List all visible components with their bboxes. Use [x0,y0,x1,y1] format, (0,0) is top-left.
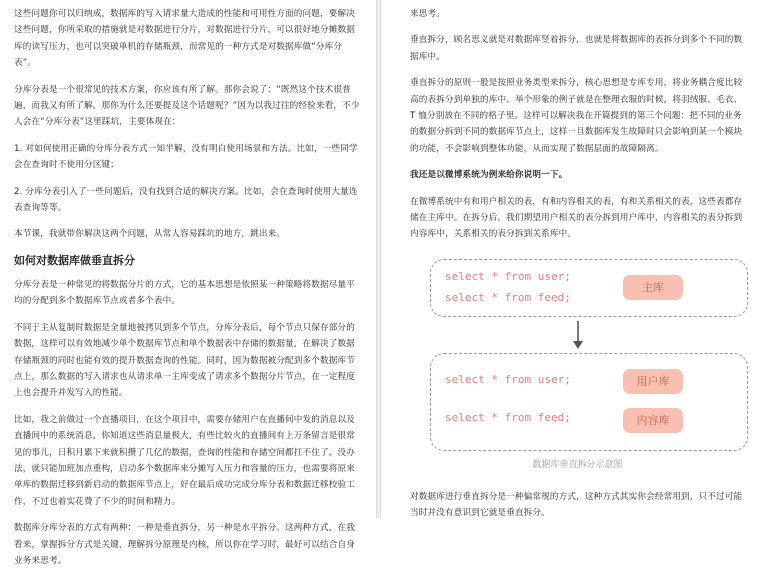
paragraph: 1. 对如何使用正确的分库分表方式一知半解，没有明白使用场景和方法。比如，一些同学会在查询时不使用分区键； [14,143,358,171]
sql-select-user: select * from user; [445,269,571,283]
master-db-node: 主库 [623,275,683,300]
sql-select-user: select * from user; [445,372,571,386]
page-divider [376,0,381,518]
paragraph: 数据库分库分表的方式有两种：一种是垂直拆分，另一种是水平拆分。这两种方式，在我看来，掌握拆分方式是关键，理解拆分原理是内核，所以你在学习时，最好可以结合自身业务来思考。 [14,523,356,566]
down-arrow-icon [571,321,585,351]
paragraph: 比如，我之前做过一个直播项目，在这个项目中，需要存储用户在直播间中发的消息以及直播间中的系统消息，你知道这些消息量极大，有些比较火的直播间有上万条留言是很常见的事儿，日积月累下来就积攒了几亿的数据，查询的性能和存储空间都扛不住了。没办法，就只能加班加点重构，启动多个数据库来分摊写入压力和容量的压力，也需要将原来单库的数据迁移到新启动的数据库节点上，好在最后成功完成分库分表和数据迁移校验工作，不过也着实花费了不少的时间和精力。 [14,414,356,507]
right-page [382,0,759,518]
paragraph: 2. 分库分表引入了一些问题后，没有找到合适的解决方案。比如，会在查询时使用大量连表查询等等。 [14,186,358,214]
bold-paragraph: 我还是以微博系统为例来给你说明一下。 [410,170,568,181]
split-db-group [430,353,748,451]
content-db-node: 内容库 [623,408,683,433]
paragraph: 对数据库进行垂直拆分是一种偏常规的方式，这种方式其实你会经常用到，只不过可能当时并没有意识到它就是垂直拆分。 [410,491,743,519]
vertical-split-diagram [410,259,745,483]
paragraph: 这些问题你可以归纳成，数据库的写入请求量大造成的性能和可用性方面的问题，要解决这些问题，你所采取的措施就是对数据进行分片，对数据进行分片，可以很好地分摊数据库的读写压力，也可以突破单机的存储瓶颈，而常见的一种方式是对数据库做“分库分表”。 [14,9,356,69]
paragraph: 来思考。 [410,9,445,19]
paragraph: 垂直拆分的原则一般是按照业务类型来拆分，核心思想是专库专用，将业务耦合度比较高的表拆分到单独的库中。举个形象的例子就是在整理衣服的时候，将羽绒服、毛衣、T 恤分别放在不同的格子里。这样可以解决我在开篇提到的第三个问题：把不同的业务的数据分拆到不同的数据库节点上，这样一旦数据库发生故障时只会影响到某一个模块的功能，不会影响到整体功能，从而实现了数据层面的故障隔离。 [410,78,743,154]
master-db-group [430,259,748,317]
figure-caption: 数据库垂直拆分示意图 [532,459,623,470]
left-column [14,6,361,579]
left-page [0,0,375,566]
paragraph: 分库分表是一种常见的将数据分片的方式，它的基本思想是依照某一种策略将数据尽量平均的分配到多个数据库节点或者多个表中。 [14,279,356,307]
paragraph: 本节课，我就带你解决这两个问题，从常人容易踩坑的地方，跳出来。 [14,229,286,240]
sql-select-feed: select * from feed; [445,290,571,304]
paragraph: 分库分表是一个很常见的技术方案，你应该有所了解。那你会说了：“既然这个技术很普遍，而我又有所了解，那你为什么还要提及这个话题呢？”因为以我过往的经验来看，不少人会在“分库分表”这里踩坑，主要体现在： [14,84,360,128]
paragraph: 垂直拆分，顾名思义就是对数据库竖着拆分，也就是将数据库的表拆分到多个不同的数据库中。 [410,35,743,62]
paragraph: 不同于主从复制时数据是全量地被拷贝到多个节点，分库分表后，每个节点只保存部分的数据，这样可以有效地减少单个数据库节点和单个数据表中存储的数据量，在解决了数据存储瓶颈的同时也能有效的提升数据查询的性能。同时，因为数据被分配到多个数据库节点上，那么数据的写入请求也从请求单一主库变成了请求多个数据分片节点，在一定程度上也会提升并发写入的性能。 [14,322,356,399]
right-column [410,6,745,532]
paragraph: 在微博系统中有和用户相关的表，有和内容相关的表，有和关系相关的表，这些表都存储在主库中。在拆分后，我们期望用户相关的表分拆到用户库中，内容相关的表分拆到内容库中，关系相关的表分拆到关系库中。 [410,196,743,240]
sql-select-feed: select * from feed; [445,410,571,424]
section-heading: 如何对数据库做垂直拆分 [14,253,135,267]
user-db-node: 用户库 [623,369,683,394]
